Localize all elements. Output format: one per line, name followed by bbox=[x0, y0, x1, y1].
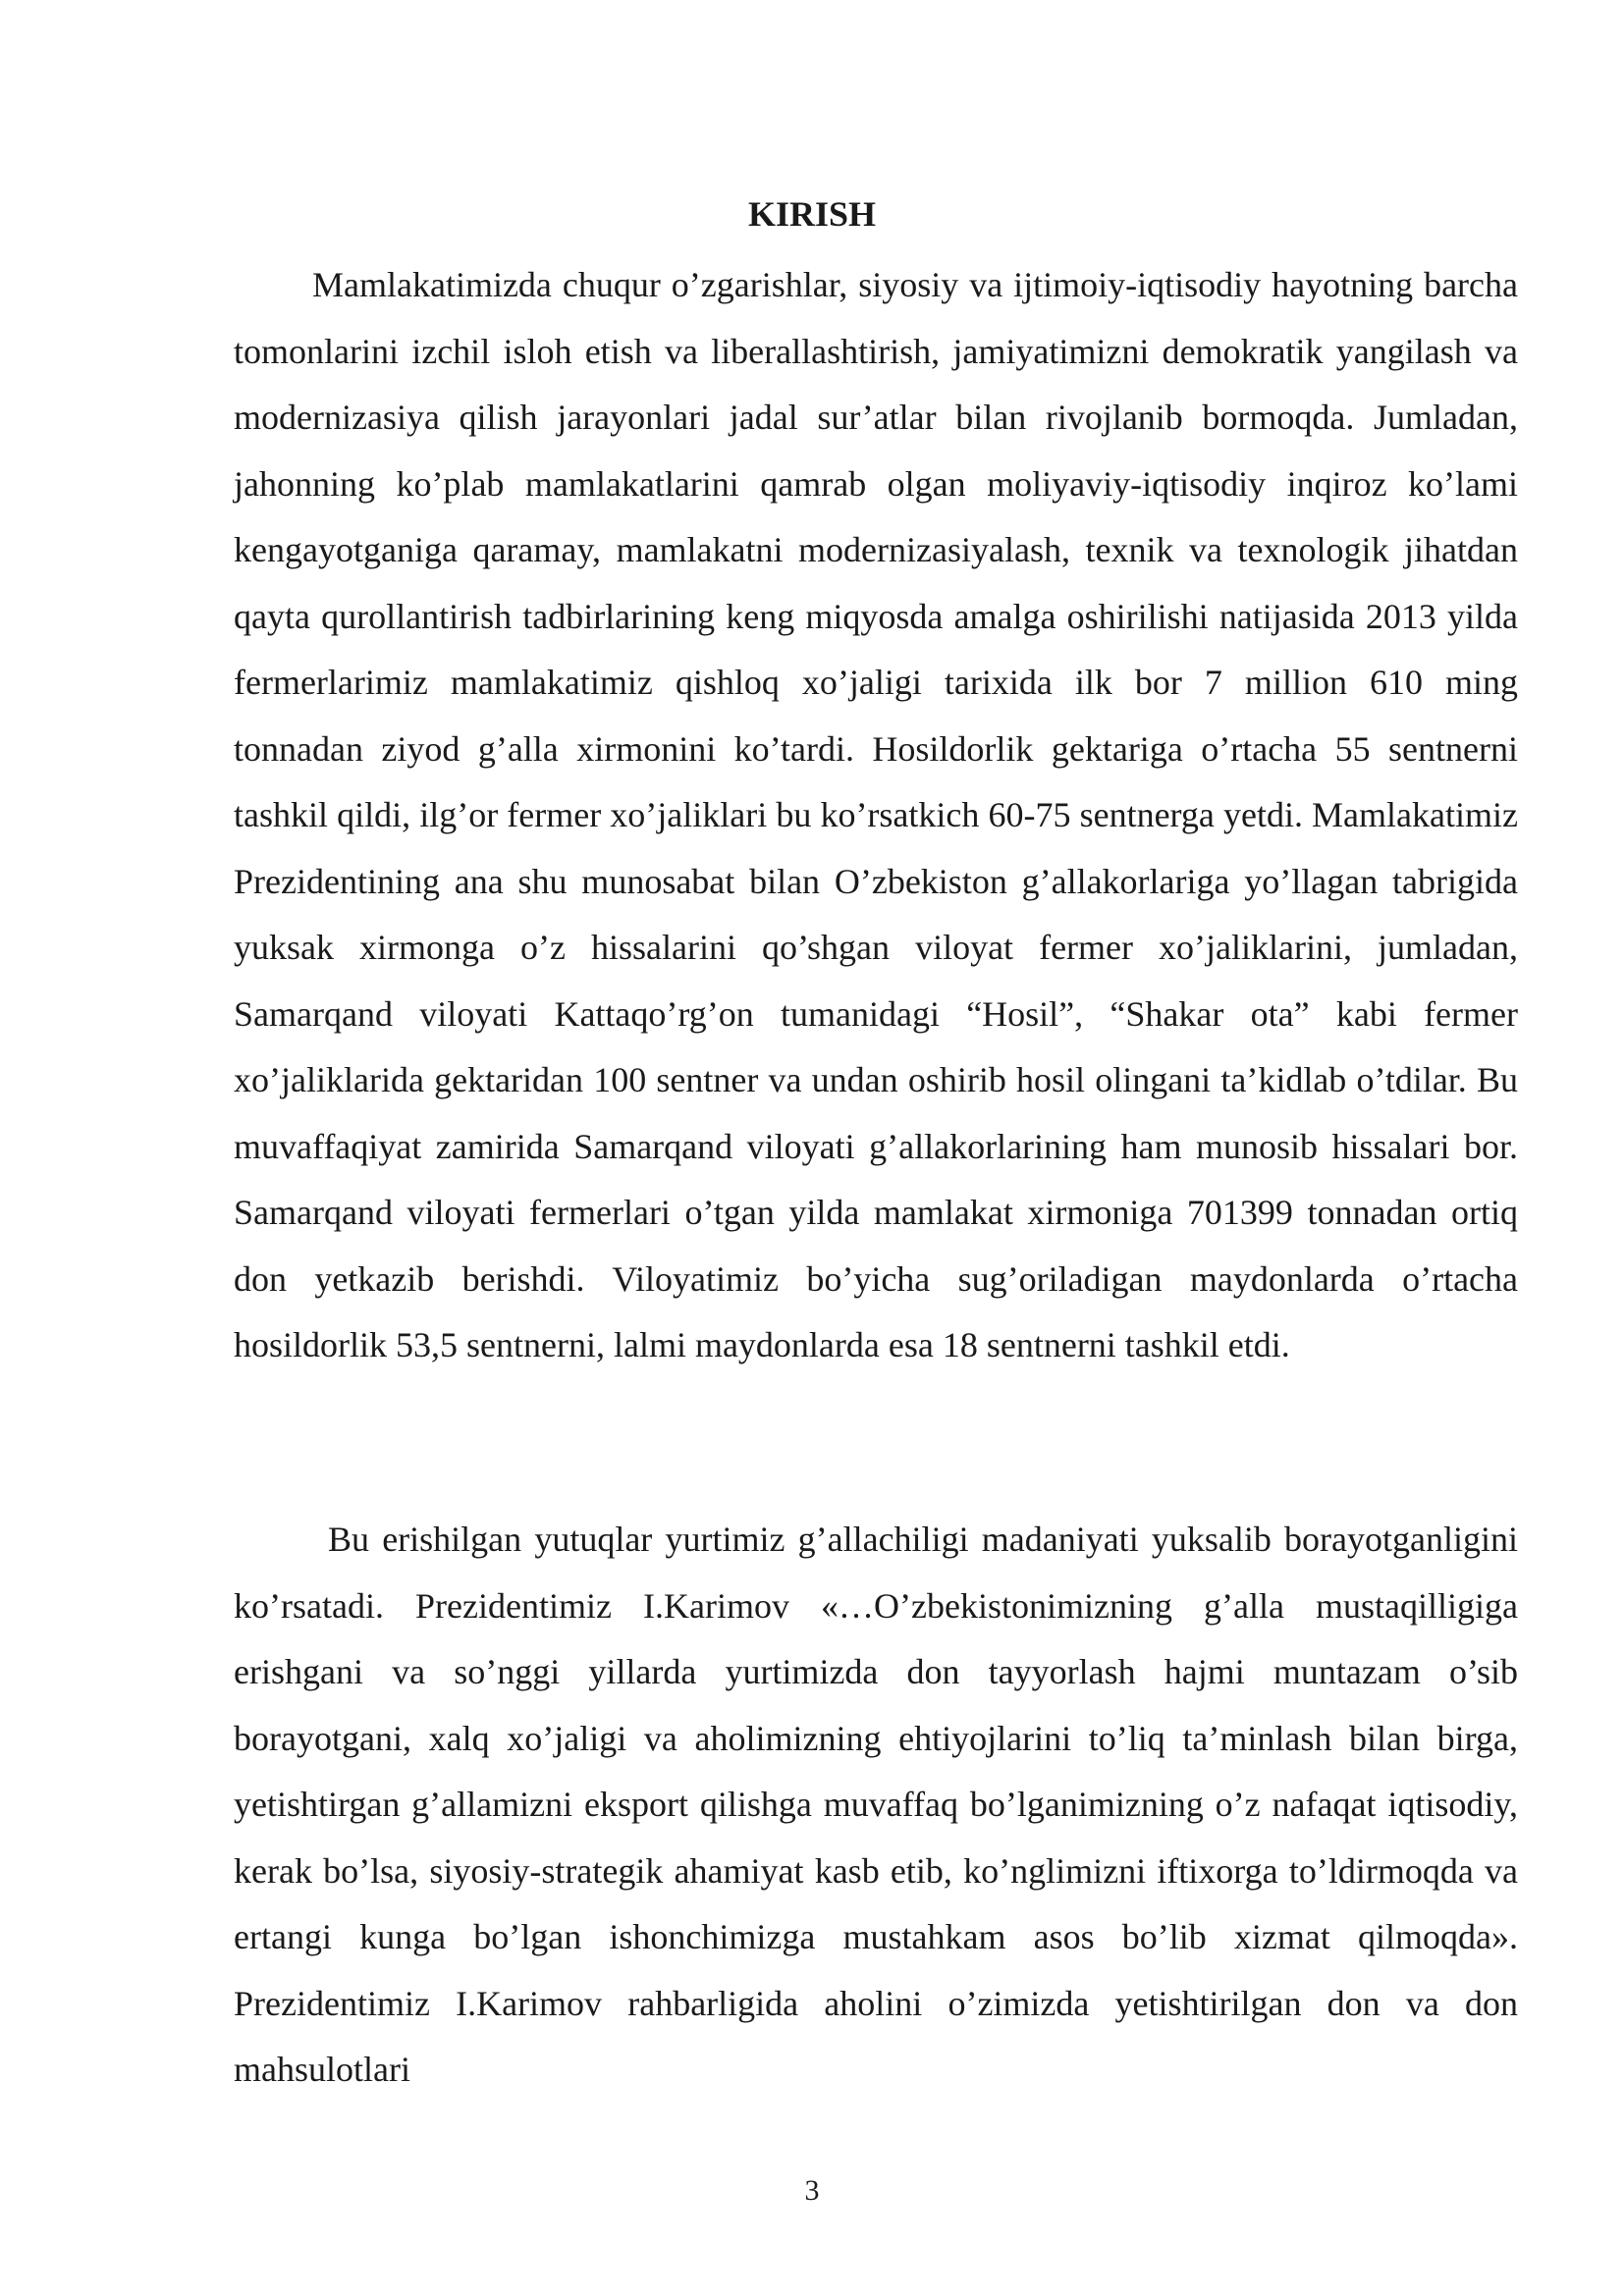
page-number: 3 bbox=[804, 2174, 820, 2207]
paragraph-achievements: Bu erishilgan yutuqlar yurtimiz g’allachiligi madaniyati yuksalib borayotganligini ko’rsatadi. Prezidentimiz I.Karimov «…O’zbekistonimizning g’alla mustaqilligiga erishgani va so’nggi yillarda yurtimizda don tayyorlash hajmi muntazam o’sib borayotgani, xalq xo’jaligi va aholimizning ehtiyojlarini to’liq ta’minlash bilan birga, yetishtirgan g’allamizni eksport qilishga muvaffaq bo’lganimizning o’z nafaqat iqtisodiy, kerak bo’lsa, siyosiy-strategik ahamiyat kasb etib, ko’nglimizni iftixorga to’ldirmoqda va ertangi kunga bo’lgan ishonchimizga mustahkam asos bo’lib xizmat qilmoqda». Prezidentimiz I.Karimov rahbarligida aholini o’zimizda yetishtirilgan don va don mahsulotlari bbox=[234, 1520, 1518, 2089]
section-title: KIRISH bbox=[747, 194, 877, 234]
paragraph-introduction: Mamlakatimizda chuqur o’zgarishlar, siyosiy va ijtimoiy-iqtisodiy hayotning barcha tomonlarini izchil isloh etish va liberallashtirish, jamiyatimizni demokratik yangilash va modernizasiya qilish jarayonlari jadal sur’atlar bilan rivojlanib bormoqda. Jumladan, jahonning ko’plab mamlakatlarini qamrab olgan moliyaviy-iqtisodiy inqiroz ko’lami kengayotganiga qaramay, mamlakatni modernizasiyalash, texnik va texnologik jihatdan qayta qurollantirish tadbirlarining keng miqyosda amalga oshirilishi natijasida 2013 yilda fermerlarimiz mamlakatimiz qishloq xo’jaligi tarixida ilk bor 7 million 610 ming tonnadan ziyod g’alla xirmonini ko’tardi. Hosildorlik gektariga o’rtacha 55 sentnerni tashkil qildi, ilg’or fermer xo’jaliklari bu ko’rsatkich 60-75 sentnerga yetdi. Mamlakatimiz Prezidentining ana shu munosabat bilan O’zbekiston g’allakorlariga yo’llagan tabrigida yuksak xirmonga o’z hissalarini qo’shgan viloyat fermer xo’jaliklarini, jumladan, Samarqand viloyati Kattaqo’rg’on tumanidagi “Hosil”, “Shakar ota” kabi fermer xo’jaliklarida gektaridan 100 sentner va undan oshirib hosil olingani ta’kidlab o’tdilar. Bu muvaffaqiyat zamirida Samarqand viloyati g’allakorlarining ham munosib hissalari bor. Samarqand viloyati fermerlari o’tgan yilda mamlakat xirmoniga 701399 tonnadan ortiq don yetkazib berishdi. Viloyatimiz bo’yicha sug’oriladigan maydonlarda o’rtacha hosildorlik 53,5 sentnerni, lalmi maydonlarda esa 18 sentnerni tashkil etdi. bbox=[234, 265, 1518, 1364]
